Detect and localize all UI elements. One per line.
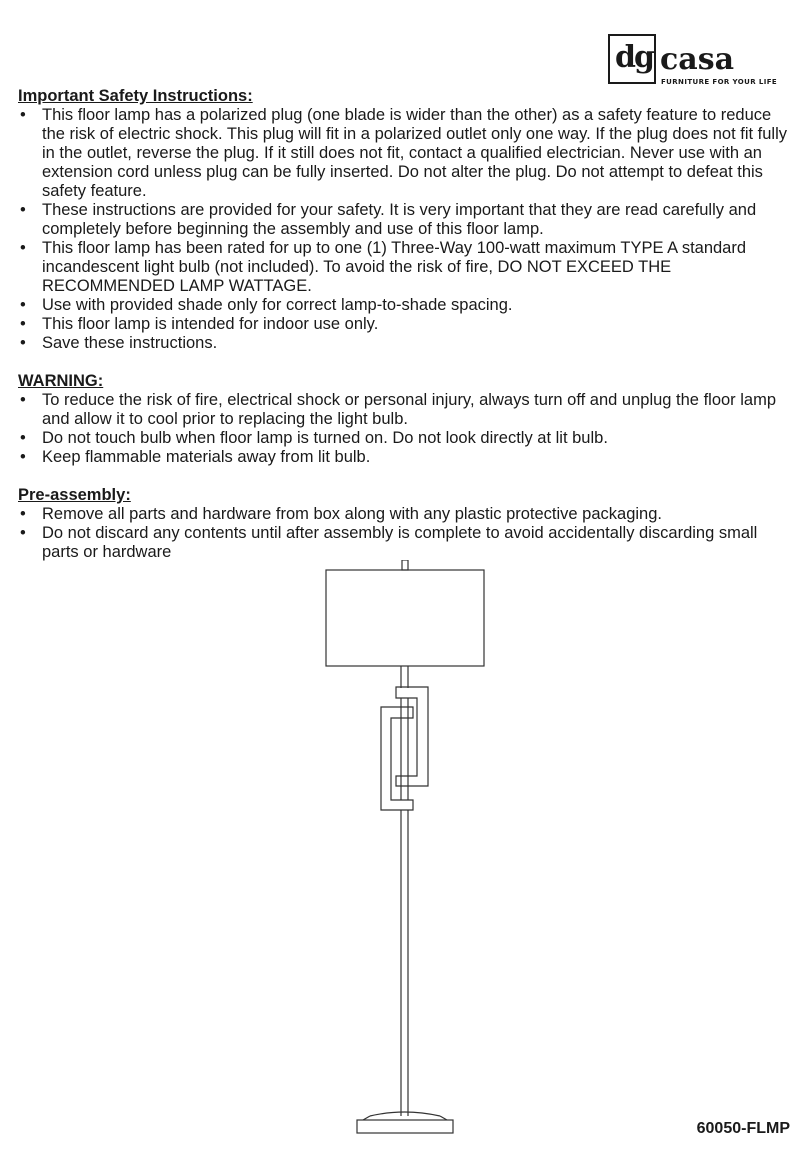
- logo-tagline: FURNITURE FOR YOUR LIFE: [661, 78, 778, 86]
- bullet-icon: •: [20, 391, 26, 409]
- lamp-base: [357, 1120, 453, 1133]
- list-item: [18, 239, 798, 296]
- list-item: [18, 315, 798, 334]
- list-item-text: This floor lamp is intended for indoor use only.: [42, 315, 379, 333]
- bullet-icon: •: [20, 106, 26, 124]
- list-item: [18, 106, 798, 201]
- bullet-list: [18, 505, 798, 562]
- section-warning: [18, 372, 798, 467]
- list-item-text: Do not discard any contents until after assembly is complete to avoid accidentally discarding small parts or hardware: [42, 524, 758, 561]
- bullet-icon: •: [20, 334, 26, 352]
- logo-mark: dg: [615, 40, 653, 75]
- list-item: [18, 296, 798, 315]
- bullet-icon: •: [20, 448, 26, 466]
- bullet-list: [18, 391, 798, 467]
- model-number: 60050-FLMP: [696, 1120, 790, 1137]
- section-heading: Pre-assembly:: [18, 486, 131, 504]
- instructions-content: [18, 87, 798, 581]
- list-item: [18, 448, 798, 467]
- brand-logo: [608, 34, 798, 94]
- bullet-icon: •: [20, 429, 26, 447]
- list-item: [18, 524, 798, 562]
- bullet-icon: •: [20, 505, 26, 523]
- lamp-base-top: [370, 1112, 440, 1116]
- list-item-text: This floor lamp has a polarized plug (one blade is wider than the other) as a safety feature to reduce the risk of electric shock. This plug will fit in a polarized outlet only one way. If the plug does not fit fully in the outlet, reverse the plug. If it still does not fit, contact a qualified electrician. Never use with an extension cord unless plug can be fully inserted. Do not alter the plug. Do not attempt to defeat this safety feature.: [42, 106, 788, 200]
- bullet-icon: •: [20, 239, 26, 257]
- lamp-shade: [326, 570, 484, 666]
- lamp-finial: [402, 560, 408, 570]
- list-item: [18, 429, 798, 448]
- list-item: [18, 505, 798, 524]
- list-item: [18, 201, 798, 239]
- bullet-icon: •: [20, 524, 26, 542]
- list-item-text: This floor lamp has been rated for up to one (1) Three-Way 100-watt maximum TYPE A standard incandescent light bulb (not included). To avoid the risk of fire, DO NOT EXCEED THE RECOMMENDED LAMP WATTAGE.: [42, 239, 747, 295]
- logo-mark-box: [608, 34, 656, 84]
- bullet-icon: •: [20, 296, 26, 314]
- section-heading: Important Safety Instructions:: [18, 87, 253, 105]
- list-item-text: To reduce the risk of fire, electrical shock or personal injury, always turn off and unplug the floor lamp and allow it to cool prior to replacing the light bulb.: [42, 391, 777, 428]
- bullet-icon: •: [20, 201, 26, 219]
- list-item-text: Keep flammable materials away from lit bulb.: [42, 448, 371, 466]
- section-safety: [18, 87, 798, 353]
- lamp-decorative-frame: [381, 687, 428, 810]
- list-item: [18, 391, 798, 429]
- list-item-text: Remove all parts and hardware from box along with any plastic protective packaging.: [42, 505, 662, 523]
- section-heading: WARNING:: [18, 372, 104, 390]
- logo-name: casa: [660, 42, 735, 77]
- bullet-icon: •: [20, 315, 26, 333]
- list-item-text: These instructions are provided for your safety. It is very important that they are read carefully and completely before beginning the assembly and use of this floor lamp.: [42, 201, 757, 238]
- section-pre-assembly: [18, 486, 798, 562]
- list-item-text: Use with provided shade only for correct lamp-to-shade spacing.: [42, 296, 513, 314]
- list-item-text: Do not touch bulb when floor lamp is turned on. Do not look directly at lit bulb.: [42, 429, 608, 447]
- bullet-list: [18, 106, 798, 353]
- list-item: [18, 334, 798, 353]
- list-item-text: Save these instructions.: [42, 334, 218, 352]
- floor-lamp-illustration: [0, 560, 808, 1140]
